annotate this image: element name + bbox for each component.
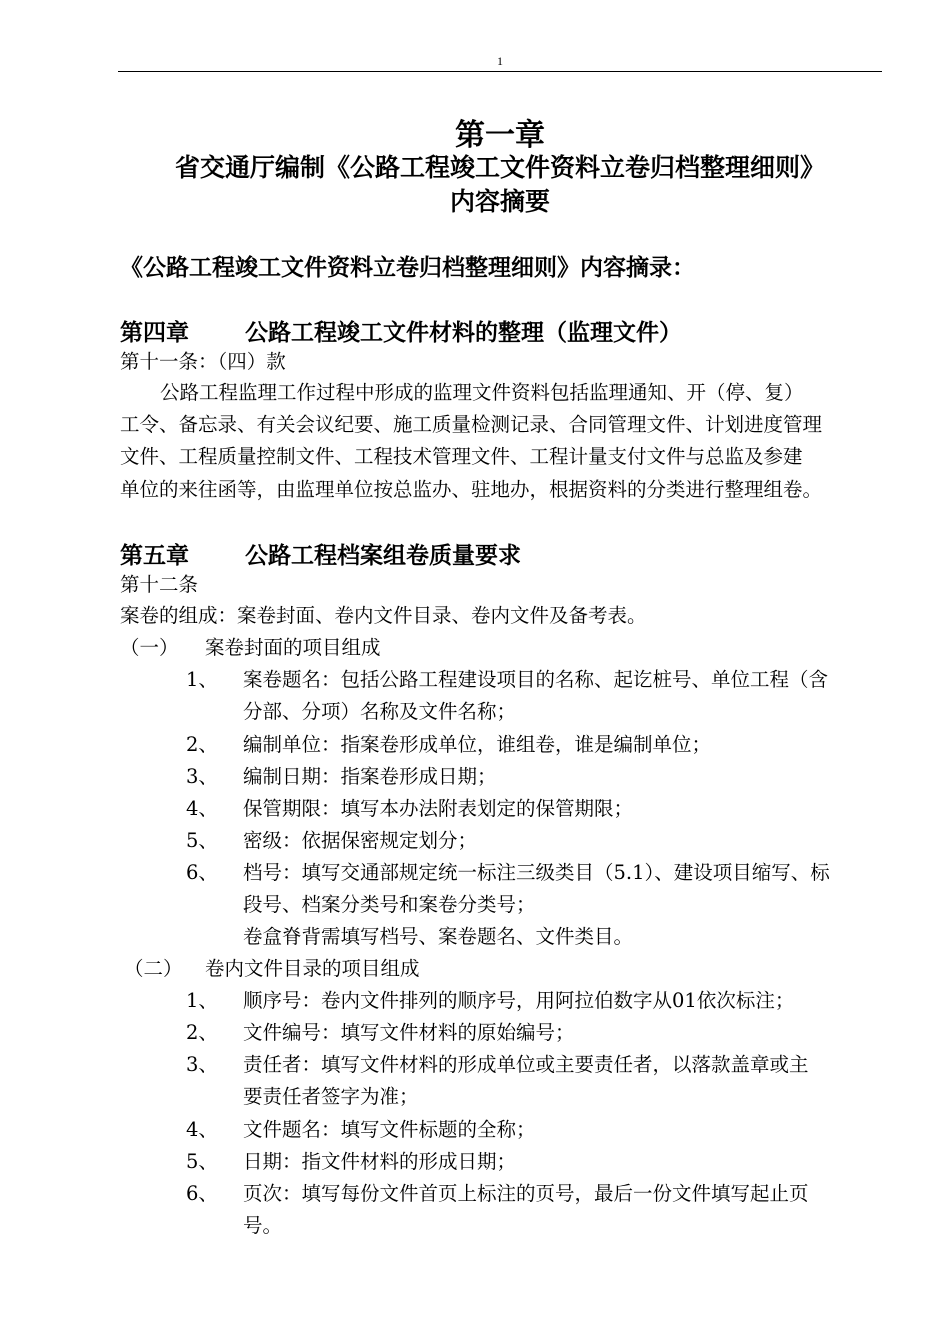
item-text: 日期：指文件材料的形成日期； <box>243 1150 517 1173</box>
chapter-title: 第一章 <box>455 118 545 153</box>
item-text: 顺序号：卷内文件排列的顺序号，用阿拉伯数字从01依次标注； <box>243 989 795 1012</box>
composition-line: 案卷的组成：案卷封面、卷内文件目录、卷内文件及备考表。 <box>120 604 647 627</box>
item-text: 要责任者签字为准； <box>243 1085 419 1108</box>
item-number: 4、 <box>186 1118 218 1141</box>
header-rule <box>118 71 882 72</box>
paragraph-line: 公路工程监理工作过程中形成的监理文件资料包括监理通知、开（停、复） <box>160 381 804 404</box>
chapter5-title: 公路工程档案组卷质量要求 <box>245 542 521 569</box>
chapter5-heading <box>120 537 521 570</box>
item-text: 密级：依据保密规定划分； <box>243 829 478 852</box>
item-text: 页次：填写每份文件首页上标注的页号，最后一份文件填写起止页 <box>243 1182 809 1205</box>
chapter4-label: 第四章 <box>120 319 189 346</box>
item-text: 卷盒脊背需填写档号、案卷题名、文件类目。 <box>243 925 634 948</box>
item-number: 3、 <box>186 1053 218 1076</box>
item-number: 1、 <box>186 989 218 1012</box>
item-text: 分部、分项）名称及文件名称； <box>243 700 517 723</box>
item-text: 案卷题名：包括公路工程建设项目的名称、起讫桩号、单位工程（含 <box>243 668 829 691</box>
item-text: 责任者：填写文件材料的形成单位或主要责任者，以落款盖章或主 <box>243 1053 809 1076</box>
paragraph-line: 工令、备忘录、有关会议纪要、施工质量检测记录、合同管理文件、计划进度管理 <box>120 413 823 436</box>
paragraph-line: 文件、工程质量控制文件、工程技术管理文件、工程计量支付文件与总监及参建 <box>120 445 803 468</box>
item-number: 3、 <box>186 765 218 788</box>
document-title: 省交通厅编制《公路工程竣工文件资料立卷归档整理细则》 <box>174 153 825 182</box>
item-text: 段号、档案分类号和案卷分类号； <box>243 893 536 916</box>
section1-title: 案卷封面的项目组成 <box>205 636 381 659</box>
item-number: 2、 <box>186 733 218 756</box>
item-text: 编制单位：指案卷形成单位，谁组卷，谁是编制单位； <box>243 733 712 756</box>
chapter5-article: 第十二条 <box>120 573 199 596</box>
item-text: 编制日期：指案卷形成日期； <box>243 765 497 788</box>
item-number: 2、 <box>186 1021 218 1044</box>
item-number: 5、 <box>186 829 218 852</box>
item-number: 5、 <box>186 1150 218 1173</box>
chapter5-label: 第五章 <box>120 542 189 569</box>
section2-title: 卷内文件目录的项目组成 <box>205 957 420 980</box>
item-text: 档号：填写交通部规定统一标注三级类目（5.1）、建设项目缩写、标 <box>243 861 830 884</box>
item-text: 文件题名：填写文件标题的全称； <box>243 1118 536 1141</box>
section1-label: （一） <box>120 636 179 659</box>
excerpt-heading: 《公路工程竣工文件资料立卷归档整理细则》内容摘录： <box>120 254 695 281</box>
item-text: 文件编号：填写文件材料的原始编号； <box>243 1021 575 1044</box>
item-text: 保管期限：填写本办法附表划定的保管期限； <box>243 797 634 820</box>
item-number: 4、 <box>186 797 218 820</box>
chapter4-heading <box>120 314 682 347</box>
item-text: 号。 <box>243 1214 283 1237</box>
chapter4-article: 第十一条：（四）款 <box>120 350 286 373</box>
item-number: 1、 <box>186 668 218 691</box>
item-number: 6、 <box>186 861 218 884</box>
page-number: 1 <box>497 54 503 68</box>
section2-label: （二） <box>124 957 183 980</box>
chapter4-title: 公路工程竣工文件材料的整理（监理文件） <box>245 319 682 346</box>
document-subtitle: 内容摘要 <box>449 187 550 216</box>
item-number: 6、 <box>186 1182 218 1205</box>
paragraph-line: 单位的来往函等，由监理单位按总监办、驻地办，根据资料的分类进行整理组卷。 <box>120 478 823 501</box>
